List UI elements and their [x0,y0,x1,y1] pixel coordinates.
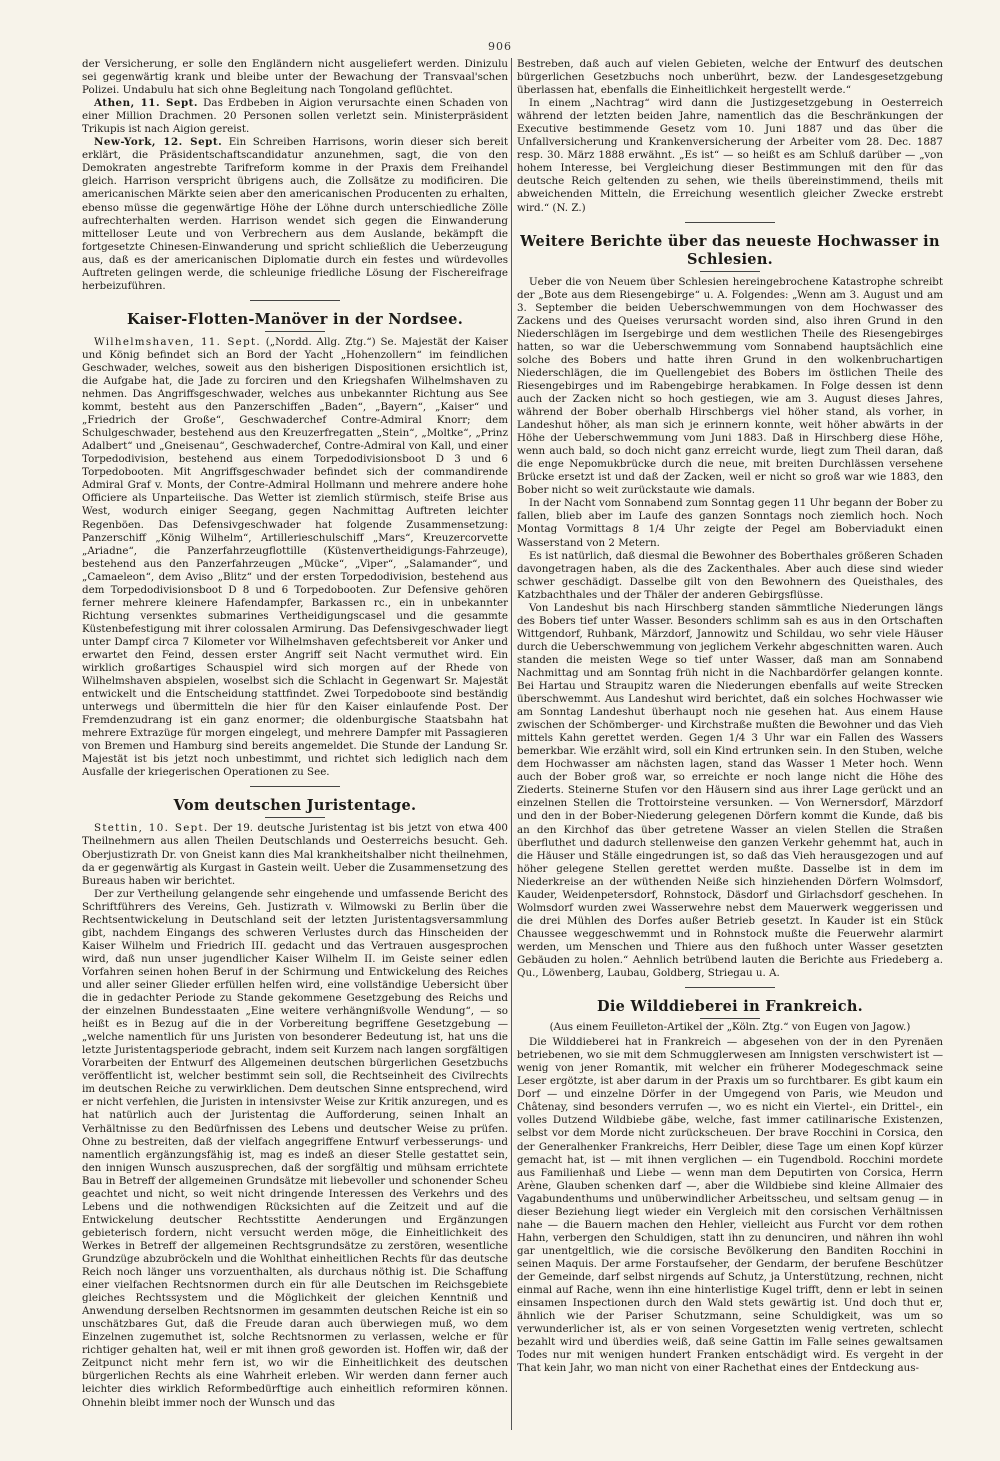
article-paragraph: Es ist natürlich, daß diesmal die Bewohner des Boberthales größeren Schaden davongetragen haben, als die des Zackenthales. Aber auch diese sind wieder schwer geschädigt. Dasselbe gilt von den Bewohnern des Queisthales, des Katzbachthales und der Thäler der anderen Gebirgsflüsse. [517,549,943,601]
news-item-stettin [82,822,508,887]
dateline: Stettin, 10. Sept. [94,822,209,835]
news-item-athen [82,97,508,136]
article-text: („Nordd. Allg. Ztg.“) Se. Majestät der Kaiser und König befindet sich an Bord der Yacht „Hohenzollern“ im feindlichen Geschwader, welches, soweit aus den bisherigen Dispositionen ersichtlich ist, die Aufgabe hat, die Jade zu forciren und den Kriegshafen Wilhelmshaven zu nehmen. Das Angriffsgeschwader, welches aus unbekannter Richtung aus See kommt, besteht aus den Panzerschiffen „Baden“, „Bayern“, „Kaiser“ und „Friedrich der Große“, Geschwaderchef Contre-Admiral Knorr; dem Schulgeschwader, bestehend aus den Kreuzerfregatten „Stein“, „Moltke“, „Prinz Adalbert“ und „Gneisenau“, Geschwaderchef, Contre-Admiral von Kall, und einer Torpedodivision, bestehend aus einem Torpedodivisionsboot D 3 und 6 Torpedobooten. Mit Angriffsgeschwader befindet sich der commandirende Admiral Graf v. Monts, der Contre-Admiral Hollmann und mehrere andere hohe Officiere als Unparteiische. Das Wetter ist ziemlich stürmisch, steife Brise aus West, wodurch einiger Seegang, gegen Nachmittag Auftreten leichter Regenböen. Das Defensivgeschwader hat folgende Zusammensetzung: Panzerschiff „König Wilhelm“, Artillerieschulschiff „Mars“, Kreuzercorvette „Ariadne“, die Panzerfahrzeugflottille (Küstenvertheidigungs-Fahrzeuge), bestehend aus den Panzerfahrzeugen „Mücke“, „Viper“, „Salamander“, und „Camaeleon“, dem Aviso „Blitz“ und der ersten Torpedodivision, bestehend aus dem Torpedodivisionsboot D 8 und 6 Torpedobooten. Zur Defensive gehören ferner mehrere kleinere Hafendampfer, Barkassen rc., ein in unbekannter Richtung versenktes submarines Vertheidigungscasel und die gesammte Küstenbefestigung mit ihrer colossalen Armirung. Das Defensivgeschwader liegt unter Dampf circa 7 Kilometer vor Wilhelmshaven gefechtsbereit vor Anker und erwartet den Feind, dessen erster Angriff seit Nacht vermuthet wird. Ein wirklich großartiges Schauspiel wird sich morgen auf der Rhede von Wilhelmshaven abspielen, woselbst sich die Schlacht in Gegenwart Sr. Majestät entwickelt und die Entscheidung stattfindet. Zwei Torpedoboote sind beständig unterwegs und übermitteln die hier für den Kaiser einlaufende Post. Der Fremdenzudrang ist ein ganz enormer; die oldenburgische Staatsbahn hat mehrere Extrazüge für morgen eingelegt, und mehrere Dampfer mit Passagieren von Bremen und Hamburg sind bereits angemeldet. Die Stunde der Landung Sr. Majestät ist bis jetzt noch unbestimmt, und richtet sich lediglich nach dem Ausfalle der kriegerischen Operationen zu See. [82,335,508,779]
heading-underline [265,817,325,818]
news-item-wilhelmshaven [82,336,508,780]
article-paragraph: der Versicherung, er solle den Engländern nicht ausgeliefert werden. Dinizulu sei gegenwärtig krank und bleibe unter der Bewachung der Transvaal'schen Polizei. Undabulu hat sich ohne Begleitung nach Tongoland geflüchtet. [82,58,508,97]
dateline: New-York, 12. Sept. [94,136,223,149]
article-text: Ein Schreiben Harrisons, worin dieser sich bereit erklärt, die Präsidentschaftscandidatur anzunehmen, sagt, die von den Demokraten angestrebte Tarifreform komme in der Praxis dem Freihandel gleich. Harrison verspricht übrigens auch, die Zollsätze zu modificiren. Die americanischen Märkte seien aber den americanischen Producenten zu erhalten, ebenso müsse die gegenwärtige Höhe der Löhne durch unterschiedliche Zölle aufrechterhalten werden. Harrison wendet sich gegen die Einwanderung mittelloser Leute und von Verbrechern aus dem Auslande, bekämpft die fortgesetzte Chinesen-Einwanderung und spricht schließlich die Ueberzeugung aus, daß es der americanischen Diplomatie durch ein festes und würdevolles Auftreten gelingen werde, die schleunige friedliche Lösung der Fischereifrage herbeizuführen. [82,136,508,292]
heading-underline [700,271,760,272]
dateline: Wilhelmshaven, 11. Sept. [94,335,261,348]
article-paragraph: Die Wilddieberei hat in Frankreich — abgesehen von der in den Pyrenäen betriebenen, wo sie mit dem Schmugglerwesen am Innigsten verschwistert ist — wenig von jener Romantik, mit welcher ein früherer Modegeschmack seine Leser ergötzte, ist aber darum in der Praxis um so furchtbarer. Es gibt kaum ein Dorf — und einzelne Dörfer in der Umgegend von Paris, wie Meudon und Châtenay, sind besonders verrufen —, wo es nicht ein Viertel-, ein Drittel-, ein volles Dutzend Wildbiebe gäbe, welche, fast immer catilinarische Existenzen, selbst vor dem Morde nicht zurückscheuen. Der brave Rocchini in Corsica, den der Generalhenker Frankreichs, Herr Deibler, diese Tage um einen Kopf kürzer gemacht hat, ist — mit ihnen verglichen — ein Tugendbold. Rocchini mordete aus Familienhaß und Liebe — wenn man dem Deputirten von Corsica, Herrn Arène, Glauben schenken darf —, aber die Wildbiebe sind kleine Allmaier des Vagabundenthums und unüberwindlicher Arbeitsscheu, und seltsam genug — in dieser Beziehung liegt wieder ein Vergleich mit den corsischen Verhältnissen nahe — die Bauern machen den Hehler, vielleicht aus Furcht vor dem rothen Hahn, verbergen den Schuldigen, statt ihn zu denunciren, und nähren ihn wohl gar unentgeltlich, wie die corsische Bevölkerung den Banditen Rocchini in seinen Maquis. Der arme Forstaufseher, der Gendarm, der berufene Beschützer der Gemeinde, darf selbst nirgends auf Schutz, ja Unterstützung, rechnen, nicht einmal auf Rache, wenn ihn eine hinterlistige Kugel trifft, denn er lebt in seinen einsamen Inspectionen durch den Wald stets gewärtig ist. Und doch thut er, ähnlich wie der Pariser Schutzmann, seine Schuldigkeit, was um so verwunderlicher ist, als er von seinen Vorgesetzten wenig vertreten, schlecht bezahlt wird und überdies weiß, daß seine Gattin im Falle seines gewaltsamen Todes nur mit wenigen hundert Franken entschädigt wird. Es vergeht in der That kein Jahr, wo man nicht von einer Rachethat eines der Entdeckung aus- [517,1036,943,1375]
article-heading: Die Wilddieberei in Frankreich. [596,998,864,1016]
news-item-newyork [82,136,508,293]
section-divider [685,222,775,223]
article-text: Das Erdbeben in Aigion verursachte einen Schaden von einer Million Drachmen. 20 Personen sollen verletzt sein. Ministerpräsident Trikupis ist nach Aigion gereist. [82,97,508,136]
article-source-note: (Aus einem Feuilleton-Artikel der „Köln. Ztg.“ von Eugen von Jagow.) [549,1021,911,1034]
heading-underline [265,331,325,332]
heading-underline [700,1018,760,1019]
page-number: 906 [488,40,512,53]
section-divider [250,300,340,301]
left-column [82,58,508,1430]
article-paragraph: Ueber die von Neuem über Schlesien hereingebrochene Katastrophe schreibt der „Bote aus dem Riesengebirge“ u. A. Folgendes: „Wenn am 3. August und am 3. September die beiden Ueberschwemmungen von dem Hochwasser des Zackens und des Queises verursacht worden sind, also ihren Grund in den Niederschlägen im Isergebirge und dem westlichen Theile des Riesengebirges hatten, so war die Ueberschwemmung vom Sonnabend hauptsächlich eine solche des Bobers und hatte ihren Grund in den wolkenbruchartigen Niederschlägen, die im Quellengebiet des Bobers im östlichen Theile des Riesengebirges und im Rabengebirge herabkamen. In Folge dessen ist denn auch der Zacken nicht so hoch gestiegen, wie am 3. August dieses Jahres, während der Bober oberhalb Hirschbergs viel höher stand, als vorher, in Landeshut höher, als man sich je erinnern konnte, weit höher abwärts in der Höhe der Ueberschwemmung vom Juni 1883. Daß in Hirschberg diese Höhe, wenn auch bald, so doch nicht ganz erreicht wurde, liegt zum Theil daran, daß die enge Nepomukbrücke durch die neue, mit breiten Durchlässen versehene Brücke ersetzt ist und daß der Zacken, weil er nicht so groß war wie 1883, den Bober nicht so weit zurückstaute wie damals. [517,275,943,497]
article-paragraph: Der zur Vertheilung gelangende sehr eingehende und umfassende Bericht des Schriftführers des Vereins, Geh. Justizrath v. Wilmowski zu Berlin über die Rechtsentwickelung in Deutschland seit der letzten Juristentagsversammlung gibt, nachdem Eingangs des schweren Verlustes durch das Hinscheiden der Kaiser Wilhelm und Friedrich III. gedacht und das Vertrauen ausgesprochen wird, daß nun unser jugendlicher Kaiser Wilhelm II. im Geiste seiner edlen Vorfahren seinen hohen Beruf in der Schirmung und Entwickelung des Reiches und aller seiner Glieder erfüllen helfen wird, eine vollständige Uebersicht über die in gedachter Periode zu Stande gekommene Gesetzgebung des Reichs und der einzelnen Bundesstaaten „Eine weitere verhängnißvolle Wendung“, — so heißt es in Bezug auf die in der Vorbereitung begriffene Gesetzgebung — „welche namentlich für uns Juristen von besonderer Bedeutung ist, hat uns die letzte Juristentagsperiode gebracht, indem seit Kurzem nach langen sorgfältigen Vorarbeiten der Entwurf des Allgemeinen deutschen bürgerlichen Gesetzbuchs veröffentlicht ist, welcher bestimmt sein soll, die Rechtseinheit des Civilrechts im deutschen Reiche zu verwirklichen. Dem deutschen Sinne entsprechend, wird er nicht verfehlen, die Juristen in intensivster Weise zur Kritik anzuregen, und es hat natürlich auch der Juristentag die Aufforderung, seinen Inhalt an Verhältnisse zu den Bedürfnissen des Lebens und deutscher Weise zu prüfen. Ohne zu bestreiten, daß der vielfach angegriffene Entwurf verbesserungs- und namentlich ergänzungsfähig ist, mag es indeß an dieser Stelle gestattet sein, den innigen Wunsch auszusprechen, daß der sorgfältig und mühsam errichtete Bau in Betreff der allgemeinen Grundsätze mit liebevoller und schonender Scheu geachtet und nicht, so weit nicht dringende Interessen des Verkehrs und des Lebens und die nothwendigen Rücksichten auf die Zeitzeit und auf die Entwickelung deutscher Rechtsstitte Aenderungen und Ergänzungen gebieterisch fordern, nicht versucht werden möge, die Einheitlichkeit des Werkes in Betreff der allgemeinen Rechtsgrundsätze zu zerstören, wesentliche Grundzüge abzubröckeln und die Wohlthat einheitlichen Rechts für das deutsche Reich noch länger uns vorzuenthalten, als durchaus nöthig ist. Die Schaffung einer vielfachen Rechtsnormen durch ein für alle Deutschen im Reichsgebiete gleiches Rechtssystem und die Möglichkeit der gleichen Kenntniß und Anwendung derselben Rechtsnormen im gesammten deutschen Reiche ist ein so unschätzbares Gut, daß die Freude daran auch überwiegen muß, wo dem Einzelnen zugemuthet ist, solche Rechtsnormen zu verlassen, welche er für richtiger gehalten hat, weil er mit ihnen groß geworden ist. Hoffen wir, daß der Zeitpunct nicht mehr fern ist, wo wir die Einheitlichkeit des deutschen bürgerlichen Rechts als eine Wahrheit erleben. Wir werden dann ferner auch leichter dies wirklich Reformbedürftige auch einheitlich reformiren können. Ohnehin bleibt immer noch der Wunsch und das [82,887,508,1409]
right-column [517,58,943,1430]
article-text: Der 19. deutsche Juristentag ist bis jetzt von etwa 400 Theilnehmern aus allen Theilen Deutschlands und Oesterreichs besucht. Geh. Oberjustizrath Dr. von Gneist kann dies Mal krankheitshalber nicht theilnehmen, da er gegenwärtig als Kurgast in Gastein weilt. Ueber die Zusammensetzung des Bureaus haben wir berichtet. [82,822,508,887]
article-heading: Weitere Berichte über das neueste Hochwasser in Schlesien. [520,232,940,268]
article-heading: Kaiser-Flotten-Manöver in der Nordsee. [126,310,464,328]
article-paragraph: Bestreben, daß auch auf vielen Gebieten, welche der Entwurf des deutschen bürgerlichen Gesetzbuchs noch unberührt, bezw. der Landesgesetzgebung überlassen hat, ebenfalls die Einheitlichkeit hergestellt werde.“ [517,58,943,97]
column-divider [511,58,512,1430]
dateline: Athen, 11. Sept. [94,97,199,110]
article-paragraph: Von Landeshut bis nach Hirschberg standen sämmtliche Niederungen längs des Bobers tief unter Wasser. Besonders schlimm sah es aus in den Ortschaften Wittgendorf, Ruhbank, Märzdorf, Jannowitz und Schildau, wo sehr viele Häuser durch die Ueberschwemmung von jeglichem Verkehr abgeschnitten waren. Auch standen die meisten Wege so tief unter Wasser, daß man am Sonnabend Nachmittag und am Sonntag früh nicht in die Nachbardörfer gelangen konnte. Bei Hartau und Straupitz waren die Niederungen ebenfalls auf weite Strecken überschwemmt. Aus Landeshut wird berichtet, daß ein solches Hochwasser wie am Sonntag Landeshut überhaupt noch nie gesehen hat. Aus einem Hause zwischen der Schömberger- und Kirchstraße mußten die Bewohner und das Vieh mittels Kahn gerettet werden. Gegen 1/4 3 Uhr war ein Fallen des Wassers bemerkbar. Wie erzählt wird, soll ein Kind ertrunken sein. In den Stuben, welche dem Hochwasser am nächsten lagen, stand das Wasser 1 Meter hoch. Wenn auch der Bober groß war, so erreichte er noch lange nicht die Höhe des Ziederts. Steinerne Stufen vor den Häusern sind aus ihrer Lage gerückt und an einzelnen Stellen die Trottoirsteine versunken. — Von Wernersdorf, Märzdorf und den in der Bober-Niederung gelegenen Dörfern kommt die Kunde, daß bis an den Kirchhof das über getretene Wasser an vielen Stellen die Straßen überfluthet und dadurch stellenweise den ganzen Verkehr gehemmt hat, auch in die Häuser und Ställe eingedrungen ist, so daß das Vieh herausgezogen und auf höher gelegene Stellen gerettet werden mußte. Dasselbe ist in dem im Niederkreise an der wüthenden Neiße sich hinziehenden Dörfern Wolmsdorf, Kauder, Weidenpetersdorf, Rohnstock, Däsdorf und Girlachsdorf geschehen. In Wolmsdorf wurden zwei Wasserwehre nebst dem Mauerwerk weggerissen und die drei Mühlen des Dorfes außer Betrieb gesetzt. In Kauder ist ein Stück Chaussee weggeschwemmt und in Rohnstock mußte die Feuerwehr alarmirt werden, um Menschen und Thiere aus den fußhoch unter Wasser gesetzten Gebäuden zu holen.“ Aehnlich betrübend lauten die Berichte aus Friedeberg a. Qu., Löwenberg, Laubau, Goldberg, Striegau u. A. [517,601,943,980]
section-divider [250,786,340,787]
article-paragraph: In einem „Nachtrag“ wird dann die Justizgesetzgebung in Oesterreich während der letzten beiden Jahre, namentlich das die Beschränkungen der Executive bestimmende Gesetz vom 10. Juni 1887 und das über die Unfallversicherung und Krankenversicherung der Arbeiter vom 28. Dec. 1887 resp. 30. März 1888 erwähnt. „Es ist“ — so heißt es am Schluß darüber — „von hohem Interesse, bei Vergleichung dieser Bestimmungen mit den für das deutsche Reich geltenden zu sehen, wie theils übereinstimmend, theils mit abweichenden Mitteln, die Erreichung wesentlich gleicher Zwecke erstrebt wird.“ (N. Z.) [517,97,943,214]
article-heading: Vom deutschen Juristentage. [173,797,417,815]
article-paragraph: In der Nacht vom Sonnabend zum Sonntag gegen 11 Uhr begann der Bober zu fallen, blieb aber im Laufe des ganzen Sonntags noch ziemlich hoch. Noch Montag Vormittags 8 1/4 Uhr zeigte der Pegel am Boberviadukt einen Wasserstand von 2 Metern. [517,497,943,549]
section-divider [685,987,775,988]
